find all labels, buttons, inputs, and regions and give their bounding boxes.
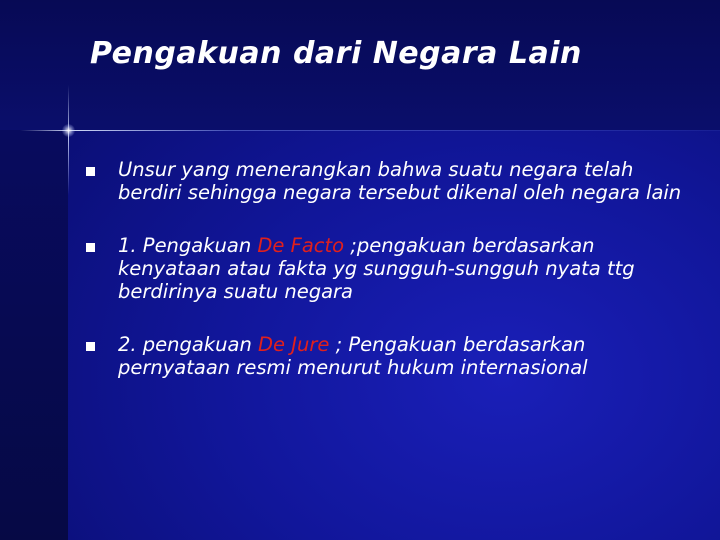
slide-title: Pengakuan dari Negara Lain	[90, 36, 582, 71]
square-bullet-icon	[86, 167, 95, 176]
bullet-text-after: ;pengakuan berdasarkan kenyataan atau fakta yg sungguh-sungguh nyata ttg berdirinya suatu negara	[118, 234, 635, 303]
bullet-text: 2. pengakuan	[118, 333, 259, 356]
left-band	[0, 130, 68, 540]
bullet-text: Unsur yang menerangkan bahwa suatu negara telah berdiri sehingga negara tersebut dikenal oleh negara lain	[118, 158, 682, 204]
bullet-text: 1. Pengakuan	[118, 234, 258, 257]
bullet-item	[86, 333, 686, 379]
vertical-accent-line	[68, 85, 69, 195]
bullet-list	[86, 158, 686, 409]
square-bullet-icon	[86, 342, 95, 351]
bullet-item	[86, 234, 686, 303]
square-bullet-icon	[86, 243, 95, 252]
horizontal-accent-line	[20, 130, 720, 131]
bullet-highlight: De Jure	[258, 333, 330, 356]
bullet-highlight: De Facto	[257, 234, 345, 257]
bullet-item	[86, 158, 686, 204]
light-flare	[62, 124, 75, 137]
bullet-text-after: ; Pengakuan berdasarkan pernyataan resmi menurut hukum internasional	[118, 333, 588, 379]
